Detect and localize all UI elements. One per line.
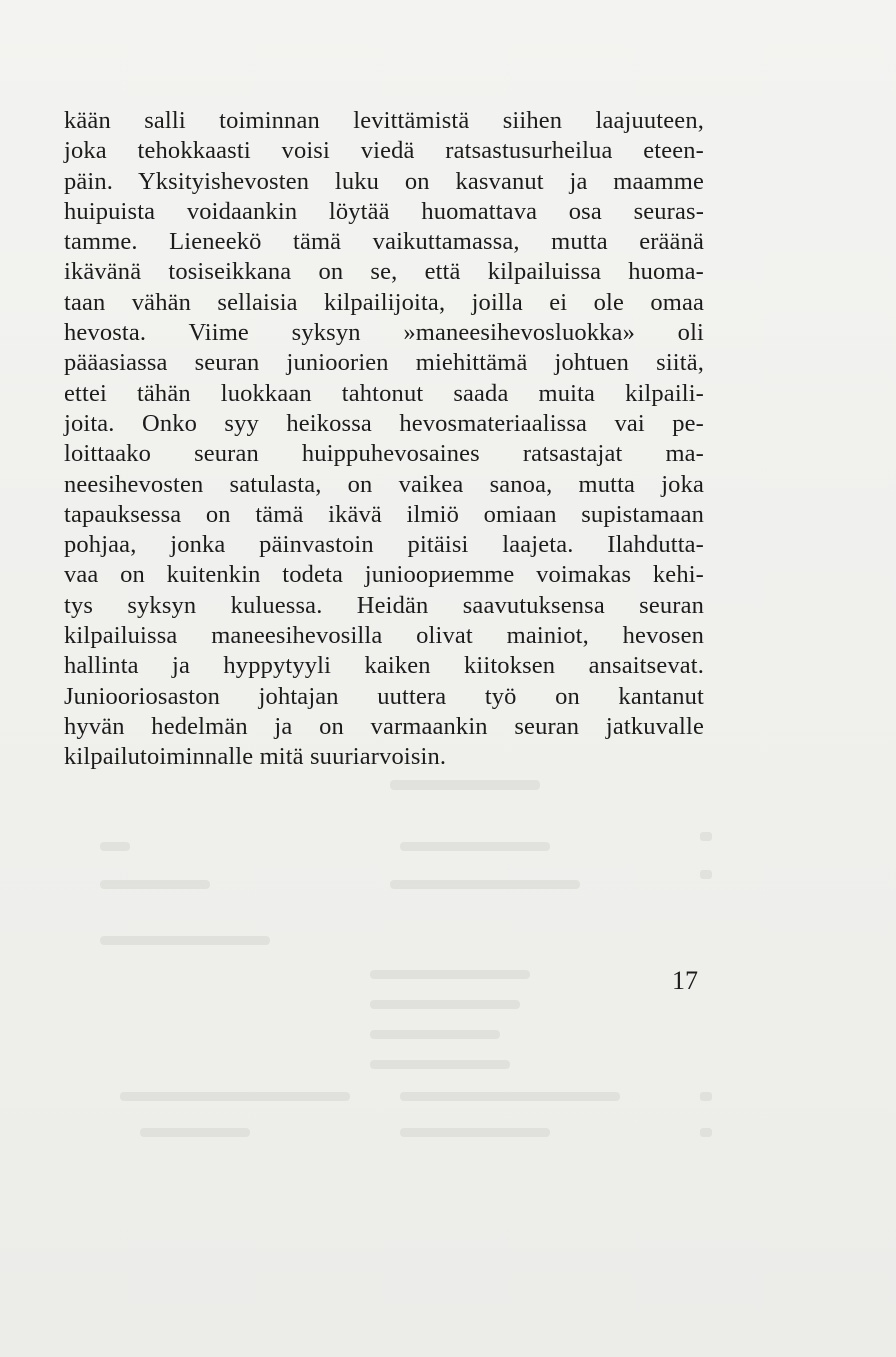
text-line-12: loittaako seuran huippuhevosaines ratsastajat ma- bbox=[64, 440, 704, 468]
text-line-21: hyvän hedelmän ja on varmaankin seuran jatkuvalle bbox=[64, 712, 704, 740]
text-line-2: joka tehokkaasti voisi viedä ratsastusurheilua eteen- bbox=[64, 137, 704, 165]
text-line-11: joita. Onko syy heikossa hevosmateriaalissa vai pe- bbox=[64, 409, 704, 437]
text-line-17: tys syksyn kuluessa. Heidän saavutuksensa seuran bbox=[64, 591, 704, 619]
text-line-15: pohjaa, jonka päinvastoin pitäisi laajeta. Ilahdutta- bbox=[64, 531, 704, 559]
text-line-7: taan vähän sellaisia kilpailijoita, joilla ei ole omaa bbox=[64, 288, 704, 316]
text-line-3: päin. Yksityishevosten luku on kasvanut ja maamme bbox=[64, 167, 704, 195]
text-line-14: tapauksessa on tämä ikävä ilmiö omiaan supistamaan bbox=[64, 500, 704, 528]
text-line-22: kilpailutoiminnalle mitä suuriarvoisin. bbox=[64, 743, 447, 771]
text-line-1: kään salli toiminnan levittämistä siihen laajuuteen, bbox=[64, 107, 704, 134]
text-line-18: kilpailuissa maneesihevosilla olivat mainiot, hevosen bbox=[64, 622, 704, 650]
text-line-8: hevosta. Viime syksyn »maneesihevosluokka» oli bbox=[64, 319, 704, 347]
page-number: 17 bbox=[672, 966, 698, 995]
text-line-4: huipuista voidaankin löytää huomattava osa seuras- bbox=[64, 197, 704, 225]
text-line-9: pääasiassa seuran junioorien miehittämä johtuen siitä, bbox=[64, 349, 704, 377]
text-line-19: hallinta ja hyppytyyli kaiken kiitoksen ansaitsevat. bbox=[64, 652, 704, 680]
body-paragraph bbox=[64, 106, 704, 773]
text-line-6: ikävänä tosiseikkana on se, että kilpailuissa huoma- bbox=[64, 258, 704, 286]
text-line-20: Juniooriosaston johtajan uuttera työ on kantanut bbox=[64, 682, 704, 710]
reverse-side-bleed-through bbox=[100, 770, 720, 1160]
text-line-5: tamme. Lieneekö tämä vaikuttamassa, mutta eräänä bbox=[64, 228, 704, 256]
text-line-10: ettei tähän luokkaan tahtonut saada muita kilpaili- bbox=[64, 379, 704, 407]
text-line-16: vaa on kuitenkin todeta junioориemme voimakas kehi- bbox=[64, 561, 704, 589]
text-line-13: neesihevosten satulasta, on vaikea sanoa, mutta joka bbox=[64, 470, 704, 498]
